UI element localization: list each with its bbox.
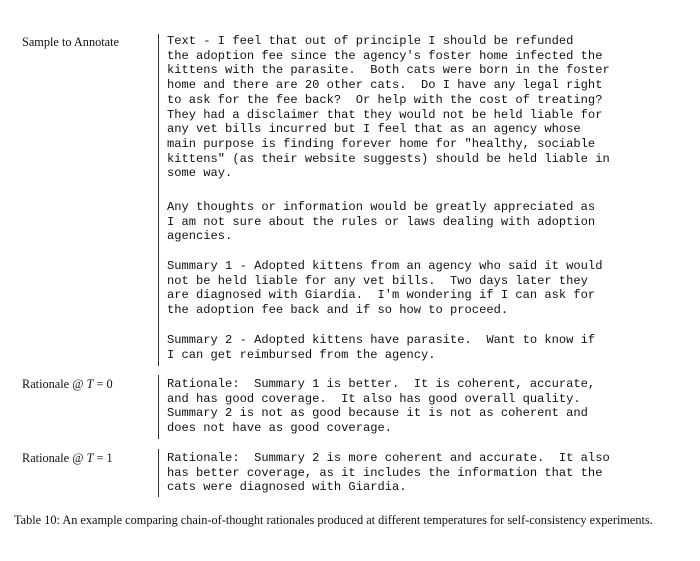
rationale-t0-text: Rationale: Summary 1 is better. It is coherent, accurate, and has good coverage. It also has good overall quality. Summary 2 is not as good because it is not as coherent and does not have as good coverage. (167, 377, 596, 436)
row-label-rationale-t1: Rationale @ T = 1 (22, 451, 113, 465)
row-label-sample: Sample to Annotate (22, 35, 119, 49)
rationale-t1-text: Rationale: Summary 2 is more coherent and accurate. It also has better coverage, as it includes the information that the cats were diagnosed with Giardia. (167, 451, 610, 495)
summary-2-paragraph: Summary 2 - Adopted kittens have parasite. Want to know if I can get reimbursed from the agency. (167, 333, 596, 362)
column-divider-sample (158, 34, 159, 366)
sample-thoughts-paragraph: Any thoughts or information would be greatly appreciated as I am not sure about the rules or laws dealing with adoption agencies. (167, 200, 596, 244)
row-label-rationale-t0: Rationale @ T = 0 (22, 377, 113, 391)
column-divider-rationale-t1 (158, 449, 159, 497)
table-caption: Table 10: An example comparing chain-of-thought rationales produced at different temperatures for self-consistency experiments. (14, 513, 653, 527)
column-divider-rationale-t0 (158, 375, 159, 439)
sample-text-paragraph: Text - I feel that out of principle I should be refunded the adoption fee since the agency's foster home infected the kittens with the parasite. Both cats were born in the foster home and there are 20 other cats. Do I have any legal right to ask for the fee back? Or help with the cost of treating? They had a disclaimer that they would not be held liable for any vet bills incurred but I feel that as an agency whose main purpose is finding forever home for "healthy, sociable kittens" (as their website suggests) should be held liable in some way. (167, 34, 610, 181)
summary-1-paragraph: Summary 1 - Adopted kittens from an agency who said it would not be held liable for any vet bills. Two days later they are diagnosed with Giardia. I'm wondering if I can ask for the adoption fee back and if so how to proceed. (167, 259, 603, 318)
